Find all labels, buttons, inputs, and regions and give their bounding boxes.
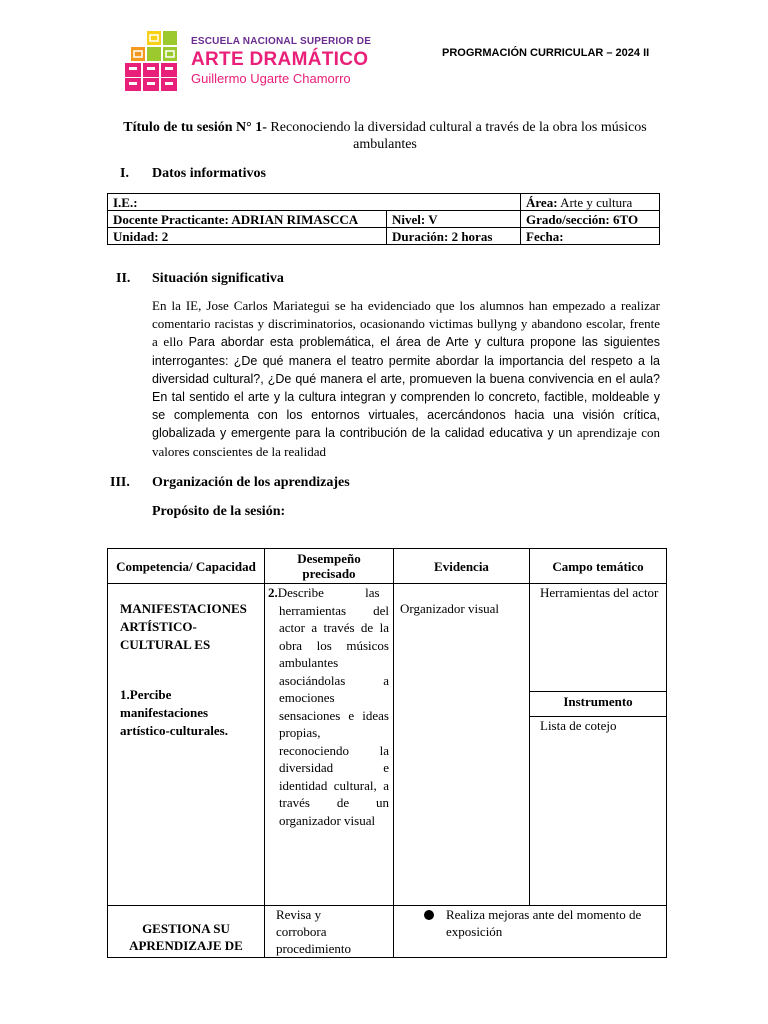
logo-line1: ESCUELA NACIONAL SUPERIOR DE — [191, 36, 372, 47]
session-title — [110, 119, 660, 153]
program-title: PROGRMACIÓN CURRICULAR – 2024 II — [442, 47, 650, 59]
session-title-label: Título de tu sesión N° 1- — [123, 120, 267, 135]
competencia2-cell: GESTIONA SU APRENDIZAJE DE — [108, 906, 265, 958]
evidencia2-text: Realiza mejoras ante del momento de exposición — [445, 907, 642, 939]
proposito-label: Propósito de la sesión: — [152, 504, 286, 519]
datos-docente: Docente Practicante: ADRIAN RIMASCCA — [108, 211, 387, 228]
organization-table — [107, 548, 667, 958]
datos-area-label: Área: — [526, 194, 558, 210]
datos-area — [521, 194, 660, 211]
session-title-text: Reconociendo la diversidad cultural a través de la obra los músicos ambulantes — [266, 120, 647, 152]
datos-area-value: Arte y cultura — [557, 194, 633, 210]
desempeno-cell — [264, 584, 393, 906]
evidencia-cell: Organizador visual — [393, 584, 529, 906]
evidencia2-cell — [393, 906, 666, 958]
section2-number: II. — [116, 271, 131, 286]
header-evidencia: Evidencia — [393, 549, 529, 584]
header-competencia: Competencia/ Capacidad — [108, 549, 265, 584]
situacion-part2: Para abordar esta problemática, el área de Arte y cultura propone las siguientes interrogantes: ¿De qué manera el teatro permite abordar la importancia del respeto a la diversidad cultural?, ¿De qué manera el arte, promueven la buena convivencia en el aula? En tal sentido el arte y la cultura integran y comprenden lo concreto, factible, moldeable y se complementa con los entornos virtuales, acercándonos hacia una visión crítica, globalizada y emergente para la contribución de la calidad educativa y un — [152, 335, 661, 441]
datos-ie: I.E.: — [108, 194, 521, 211]
situacion-part1: En la IE, Jose Carlos Mariategui se ha evidenciado que los alumnos han empezado a realizar comentario racistas y discriminatorios, ocasionando victimas bullyng y abandono escolar, frente a ello — [152, 298, 660, 350]
section2-label: Situación significativa — [152, 271, 284, 286]
datos-fecha: Fecha: — [521, 228, 660, 245]
datos-grado: Grado/sección: 6TO — [521, 211, 660, 228]
campo-text: Herramientas del actor — [530, 584, 666, 692]
instrumento-header: Instrumento — [530, 692, 666, 717]
competencia-text: MANIFESTACIONES ARTÍSTICO-CULTURAL ES — [120, 601, 247, 652]
desempeno2-cell: Revisa y corrobora procedimiento — [264, 906, 393, 958]
desempeno-first: Describe las — [277, 585, 380, 600]
datos-unidad: Unidad: 2 — [108, 228, 387, 245]
header-campo: Campo temático — [530, 549, 667, 584]
competencia-cell — [108, 584, 265, 906]
bullet-icon — [424, 910, 434, 920]
logo-line3: Guillermo Ugarte Chamorro — [191, 71, 351, 86]
school-logo-text — [191, 37, 371, 85]
desempeno-number: 2. — [267, 585, 278, 600]
section1-number: I. — [120, 166, 129, 181]
section3-number: III. — [110, 475, 130, 490]
situacion-part3: aprendizaje con valores conscientes de la realidad — [152, 425, 660, 459]
datos-nivel: Nivel: V — [387, 211, 521, 228]
section3-label: Organización de los aprendizajes — [152, 475, 350, 490]
school-logo-icon — [125, 31, 183, 91]
situacion-paragraph — [152, 297, 660, 461]
section1-label: Datos informativos — [152, 166, 266, 181]
header-desempeno: Desempeño precisado — [264, 549, 393, 584]
capacidad-text: 1.Percibe manifestaciones artístico-culturales. — [120, 687, 228, 738]
datos-table — [107, 193, 660, 245]
campo-cell — [530, 584, 667, 906]
instrumento-text: Lista de cotejo — [540, 718, 617, 733]
datos-duracion: Duración: 2 horas — [387, 228, 521, 245]
logo-line2: ARTE DRAMÁTICO — [191, 49, 369, 70]
desempeno-text: herramientas del actor a través de la obra los músicos ambulantes asociándolas a emociones sensaciones e ideas propias, reconociendo la diversidad e identidad cultural, a través de un organizador visual — [278, 602, 389, 828]
